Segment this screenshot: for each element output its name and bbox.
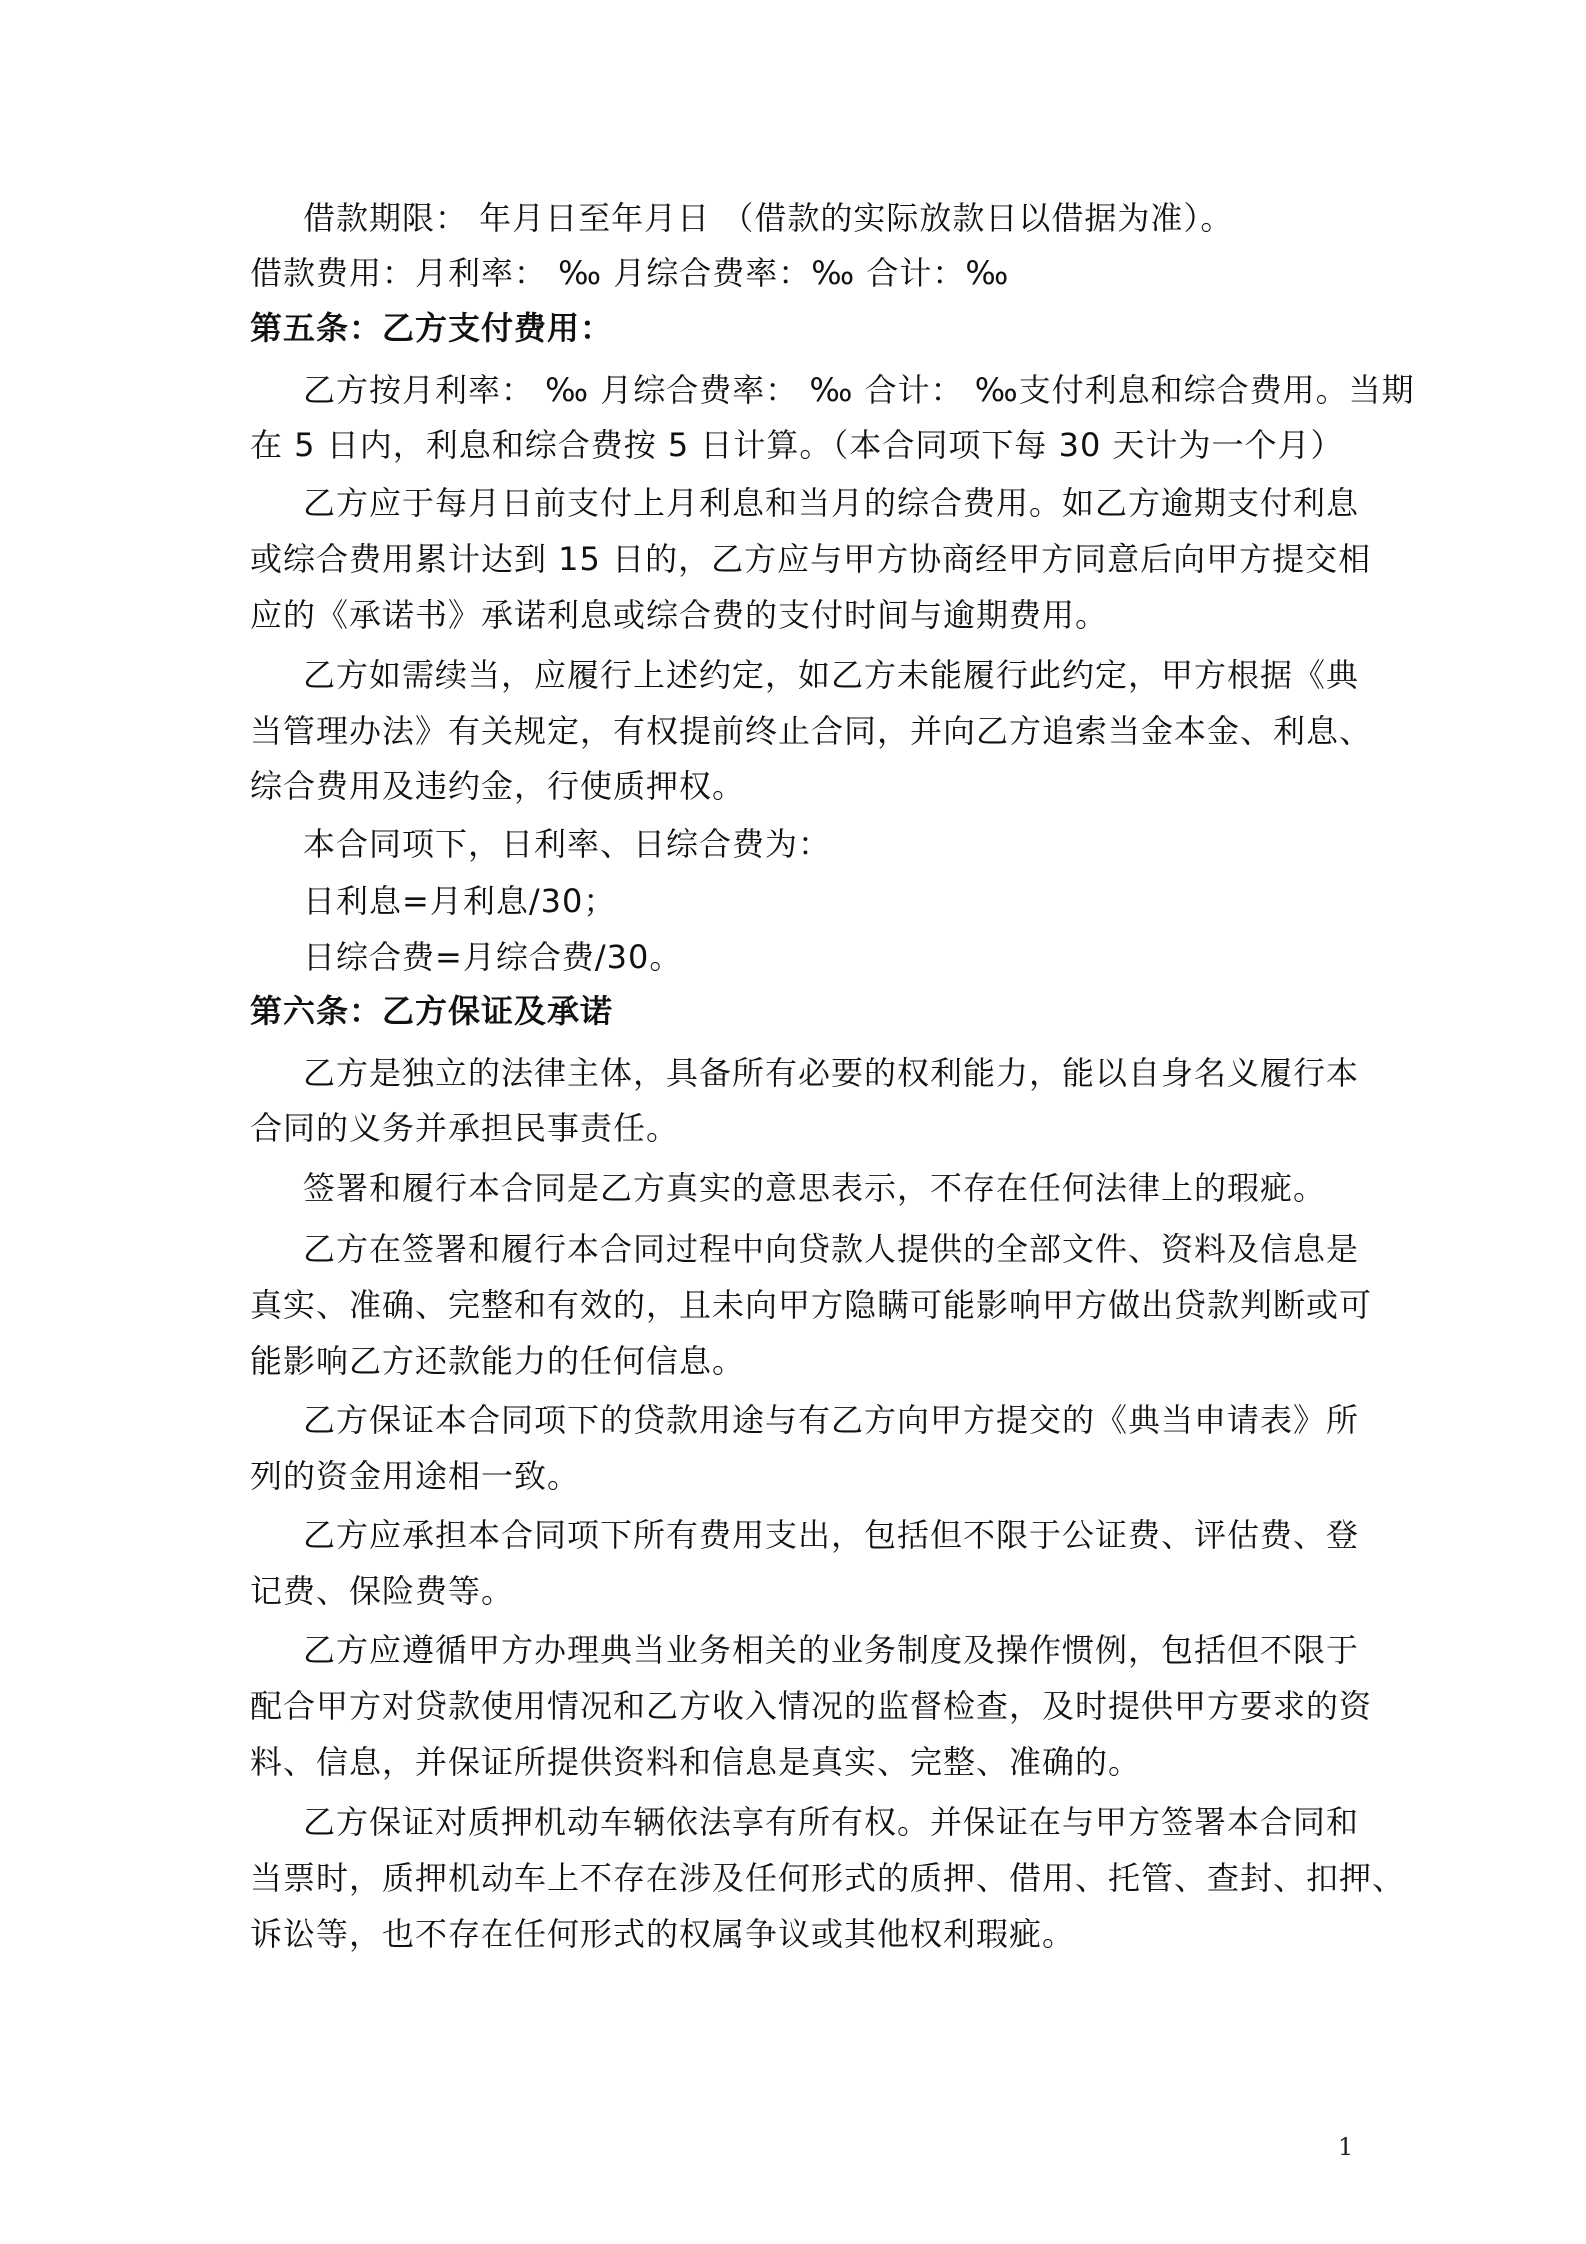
paragraph-line: 乙方在签署和履行本合同过程中向贷款人提供的全部文件、资料及信息是	[303, 1230, 1360, 1268]
formula-line: 日综合费=月综合费/30。	[303, 938, 683, 976]
paragraph-line: 记费、保险费等。	[250, 1572, 515, 1610]
paragraph-line: 能影响乙方还款能力的任何信息。	[250, 1342, 746, 1380]
paragraph-line: 乙方应于每月日前支付上月利息和当月的综合费用。如乙方逾期支付利息	[303, 484, 1360, 522]
paragraph-line: 乙方保证本合同项下的贷款用途与有乙方向甲方提交的《典当申请表》所	[303, 1401, 1360, 1439]
loan-term-line: 借款期限： 年月日至年月日 （借款的实际放款日以借据为准）。	[303, 199, 1234, 237]
formula-line: 日利息=月利息/30；	[303, 882, 617, 920]
paragraph-line: 乙方是独立的法律主体，具备所有必要的权利能力，能以自身名义履行本	[303, 1054, 1360, 1092]
paragraph-line: 本合同项下，日利率、日综合费为：	[303, 825, 832, 863]
paragraph-line: 综合费用及违约金，行使质押权。	[250, 767, 746, 805]
paragraph-line: 乙方按月利率： ‰ 月综合费率： ‰ 合计： ‰支付利息和综合费用。当期	[303, 371, 1415, 409]
paragraph-line: 或综合费用累计达到 15 日的，乙方应与甲方协商经甲方同意后向甲方提交相	[250, 540, 1372, 578]
paragraph-line: 应的《承诺书》承诺利息或综合费的支付时间与逾期费用。	[250, 596, 1109, 634]
article-6-heading: 第六条：乙方保证及承诺	[250, 992, 614, 1030]
article-5-heading: 第五条：乙方支付费用：	[250, 309, 614, 347]
page-number: 1	[1338, 2133, 1354, 2161]
paragraph-line: 乙方应遵循甲方办理典当业务相关的业务制度及操作惯例，包括但不限于	[303, 1631, 1360, 1669]
paragraph-line: 乙方保证对质押机动车辆依法享有所有权。并保证在与甲方签署本合同和	[303, 1803, 1360, 1841]
paragraph-line: 真实、准确、完整和有效的，且未向甲方隐瞒可能影响甲方做出贷款判断或可	[250, 1286, 1373, 1324]
loan-fee-line: 借款费用：月利率： ‰ 月综合费率：‰ 合计：‰	[250, 254, 1010, 292]
paragraph-line: 合同的义务并承担民事责任。	[250, 1109, 680, 1147]
paragraph-line: 诉讼等，也不存在任何形式的权属争议或其他权利瑕疵。	[250, 1915, 1076, 1953]
paragraph-line: 列的资金用途相一致。	[250, 1457, 581, 1495]
paragraph-line: 乙方如需续当，应履行上述约定，如乙方未能履行此约定，甲方根据《典	[303, 656, 1360, 694]
paragraph-line: 料、信息，并保证所提供资料和信息是真实、完整、准确的。	[250, 1743, 1142, 1781]
paragraph-line: 当票时，质押机动车上不存在涉及任何形式的质押、借用、托管、查封、扣押、	[250, 1859, 1406, 1897]
paragraph-line: 配合甲方对贷款使用情况和乙方收入情况的监督检查，及时提供甲方要求的资	[250, 1687, 1373, 1725]
paragraph-line: 乙方应承担本合同项下所有费用支出，包括但不限于公证费、评估费、登	[303, 1516, 1360, 1554]
paragraph-line: 签署和履行本合同是乙方真实的意思表示，不存在任何法律上的瑕疵。	[303, 1169, 1327, 1207]
paragraph-line: 当管理办法》有关规定，有权提前终止合同，并向乙方追索当金本金、利息、	[250, 712, 1373, 750]
paragraph-line: 在 5 日内，利息和综合费按 5 日计算。（本合同项下每 30 天计为一个月）	[250, 426, 1344, 464]
